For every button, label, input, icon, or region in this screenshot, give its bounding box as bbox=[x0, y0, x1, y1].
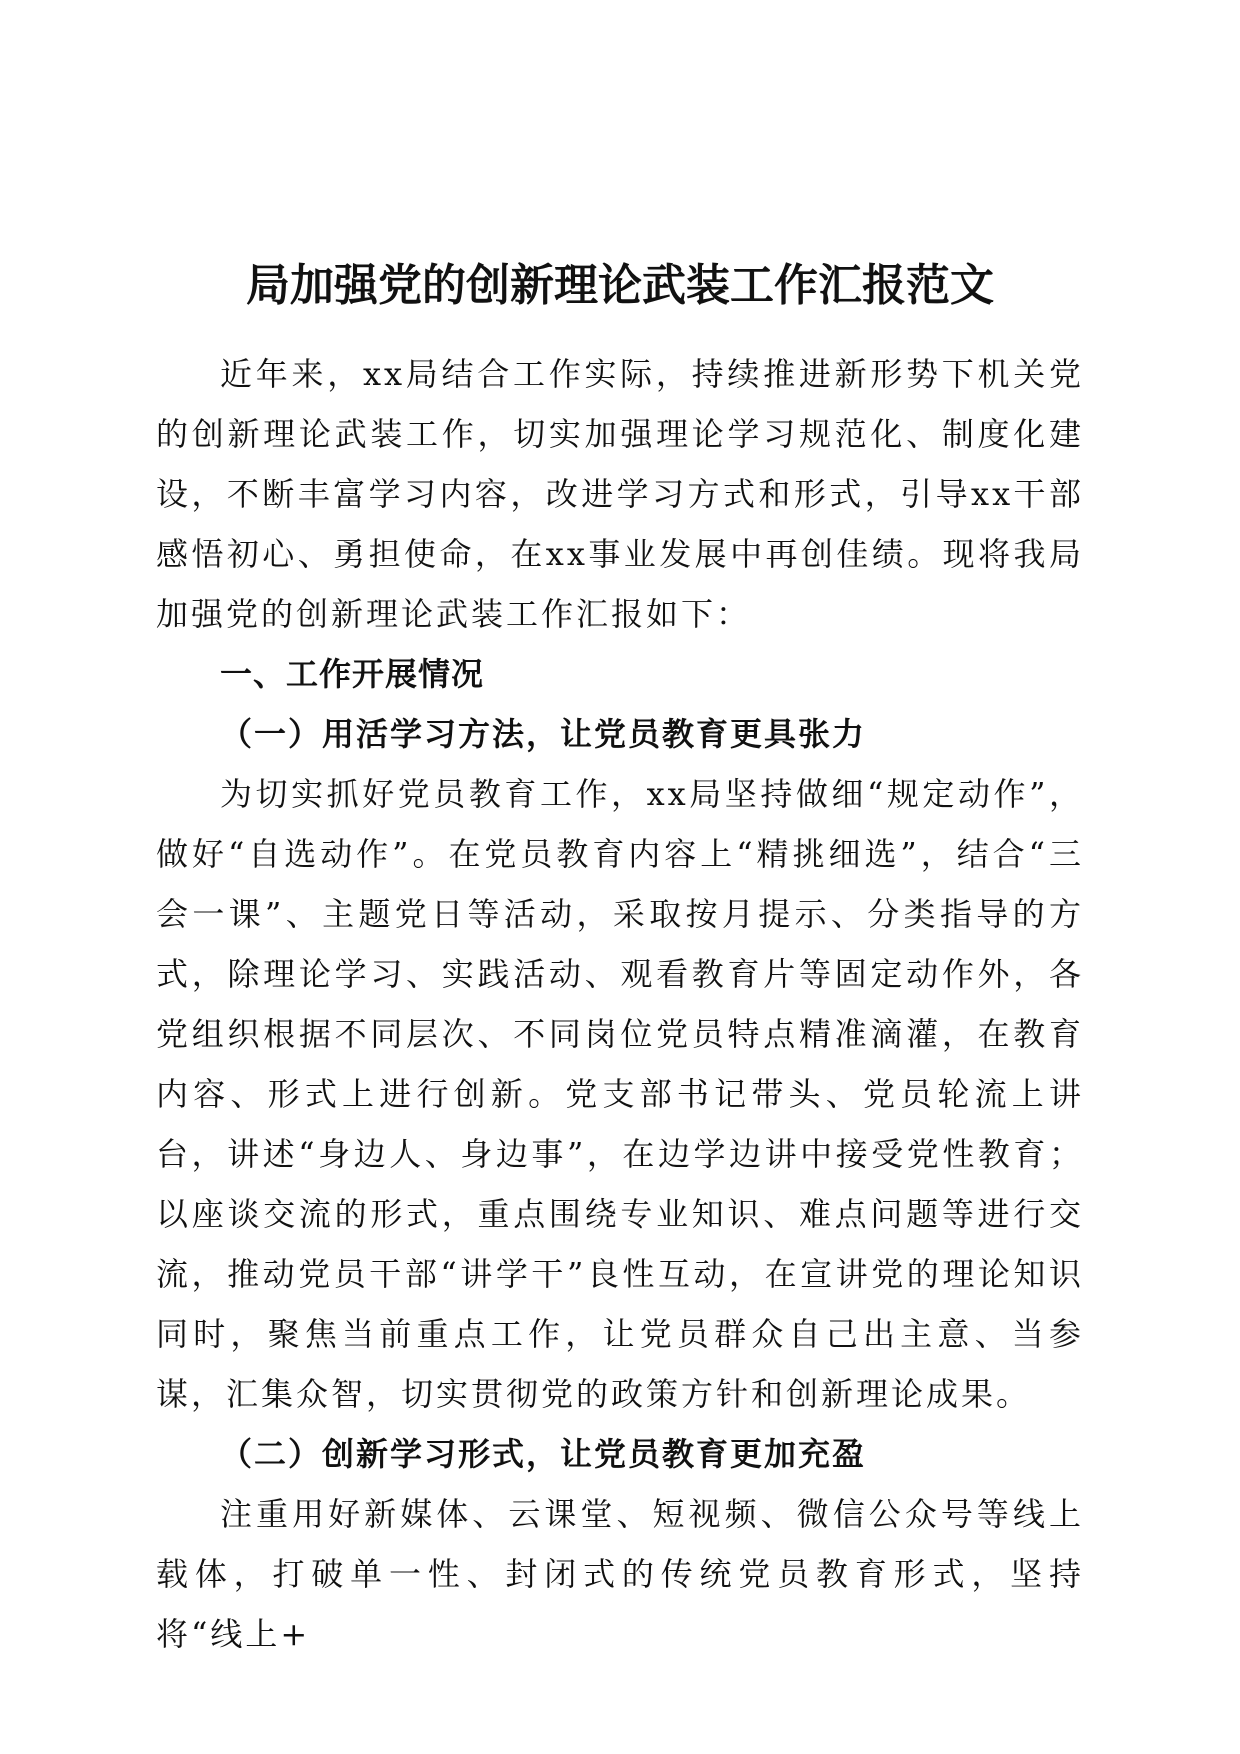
subsection-body-2: 注重用好新媒体、云课堂、短视频、微信公众号等线上载体，打破单一性、封闭式的传统党员教育形式，坚持将“线上+ bbox=[156, 1495, 1084, 1653]
document-title: 局加强党的创新理论武装工作汇报范文 bbox=[246, 260, 994, 311]
section-heading-1: 一、工作开展情况 bbox=[220, 655, 485, 693]
subsection-heading-2: （二）创新学习形式，让党员教育更加充盈 bbox=[220, 1435, 867, 1473]
document-page bbox=[156, 250, 1084, 1664]
subsection-body-1: 为切实抓好党员教育工作，xx局坚持做细“规定动作”，做好“自选动作”。在党员教育内容上“精挑细选”，结合“三会一课”、主题党日等活动，采取按月提示、分类指导的方式，除理论学习、实践活动、观看教育片等固定动作外，各党组织根据不同层次、不同岗位党员特点精准滴灌，在教育内容、形式上进行创新。党支部书记带头、党员轮流上讲台，讲述“身边人、身边事”，在边学边讲中接受党性教育；以座谈交流的形式，重点围绕专业知识、难点问题等进行交流，推动党员干部“讲学干”良性互动，在宣讲党的理论知识同时，聚焦当前重点工作，让党员群众自己出主意、当参谋，汇集众智，切实贯彻党的政策方针和创新理论成果。 bbox=[156, 775, 1084, 1413]
intro-paragraph: 近年来，xx局结合工作实际，持续推进新形势下机关党的创新理论武装工作，切实加强理论学习规范化、制度化建设，不断丰富学习内容，改进学习方式和形式，引导xx干部感悟初心、勇担使命，在xx事业发展中再创佳绩。现将我局加强党的创新理论武装工作汇报如下： bbox=[156, 355, 1084, 633]
subsection-heading-1: （一）用活学习方法，让党员教育更具张力 bbox=[220, 715, 867, 753]
